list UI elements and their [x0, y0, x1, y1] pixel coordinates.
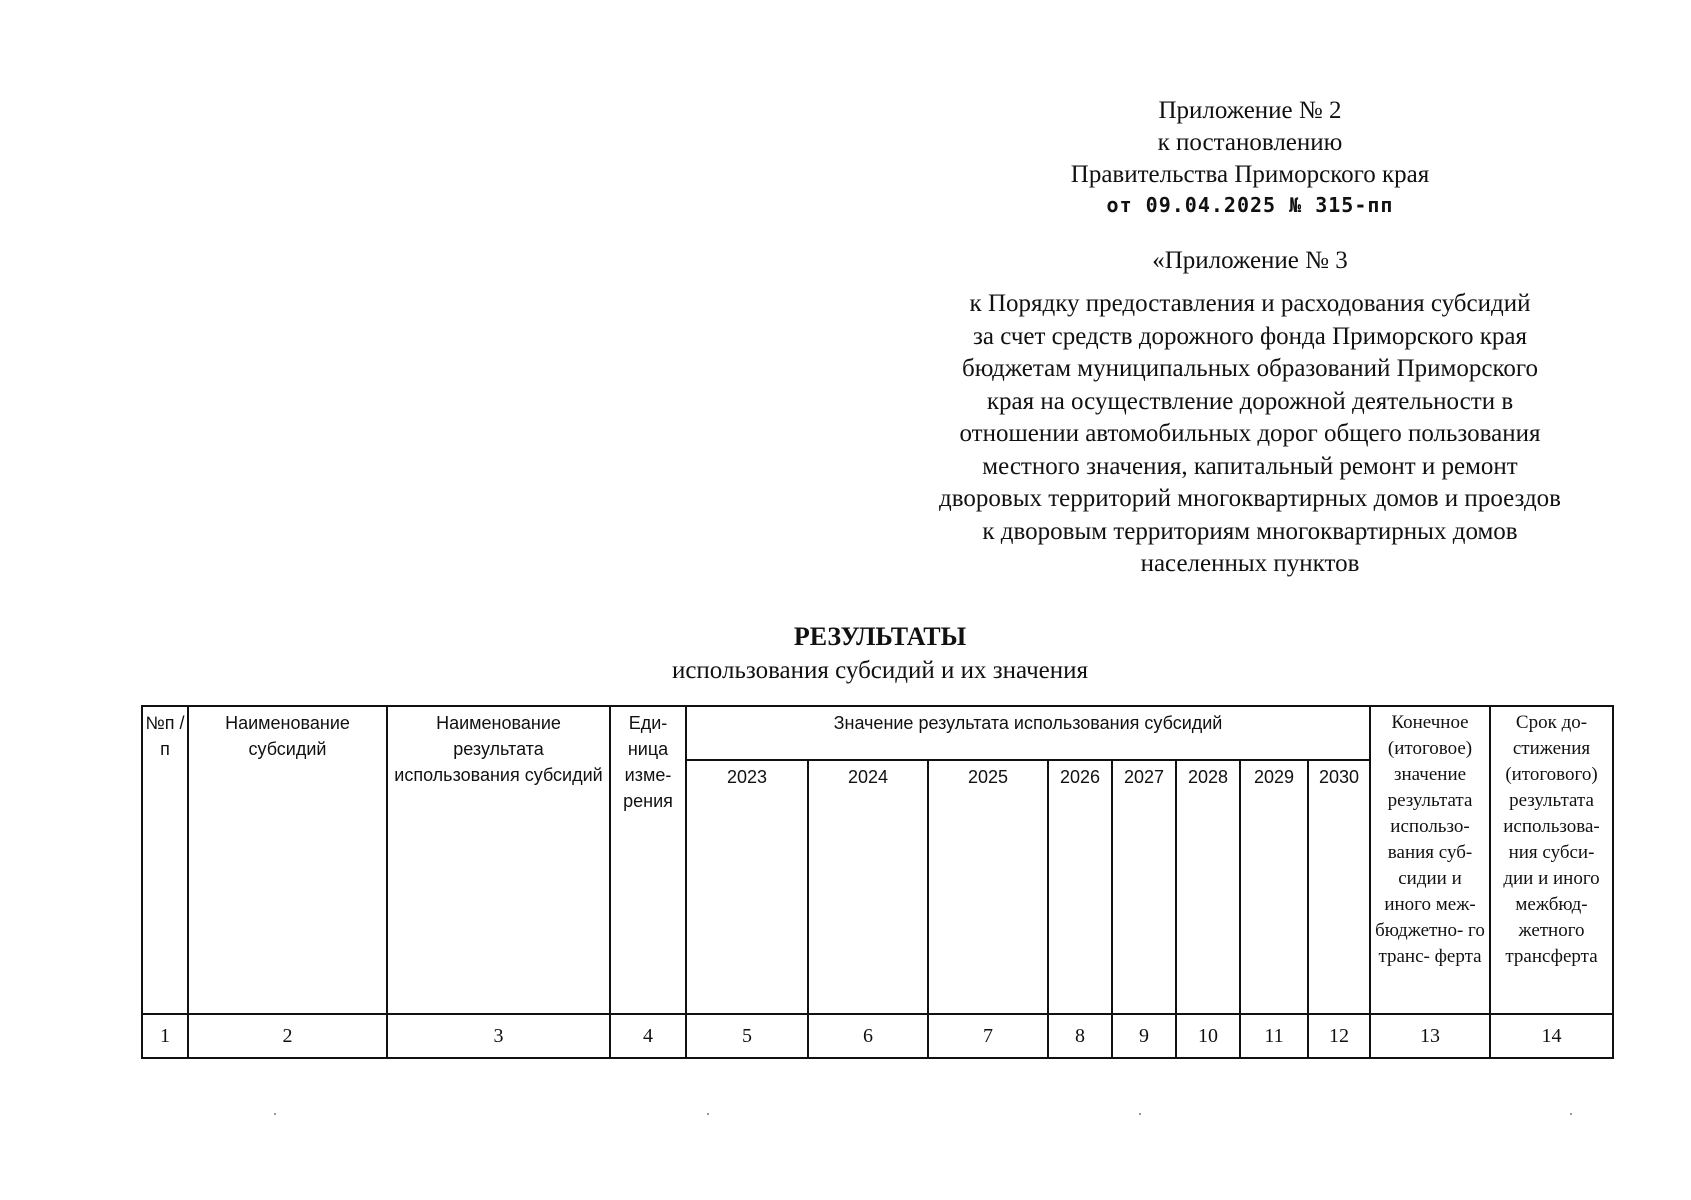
header-result-values-group: Значение результата использования субсидий	[686, 706, 1370, 760]
header-year-2027: 2027	[1112, 760, 1176, 1014]
column-number: 8	[1048, 1014, 1112, 1058]
document-subtitle: использования субсидий и их значения	[671, 657, 1089, 684]
header-year-2029: 2029	[1240, 760, 1308, 1014]
order-line: к дворовым территориям многоквартирных домов	[982, 517, 1518, 545]
document-title: РЕЗУЛЬТАТЫ	[793, 622, 967, 651]
column-number: 10	[1176, 1014, 1240, 1058]
column-number: 1	[142, 1014, 188, 1058]
header-year-2025: 2025	[928, 760, 1048, 1014]
header-year-2026: 2026	[1048, 760, 1112, 1014]
order-line: населенных пунктов	[1140, 550, 1360, 577]
column-number: 11	[1240, 1014, 1308, 1058]
order-line: местного значения, капитальный ремонт и ремонт	[982, 452, 1518, 480]
header-result-name: Наименование результата использования субсидий	[387, 706, 610, 1014]
scan-speck	[1570, 1113, 1572, 1115]
column-number: 6	[808, 1014, 928, 1058]
appendix-line-1: Приложение № 2	[1158, 97, 1342, 124]
order-line: дворовых территорий многоквартирных домов и проездов	[939, 485, 1561, 512]
appendix-header	[1000, 95, 1500, 219]
column-number: 2	[188, 1014, 387, 1058]
results-table	[141, 705, 1614, 1059]
order-description	[880, 288, 1620, 581]
header-row-number: №п /п	[142, 706, 188, 1014]
header-unit: Еди- ница изме- рения	[610, 706, 686, 1014]
order-line: бюджетам муниципальных образований Приморского	[962, 355, 1538, 382]
header-final-value: Конечное (итоговое) значение результата использо- вания суб- сидии и иного меж- бюджетно- го транс- ферта	[1370, 706, 1490, 1014]
scan-speck	[274, 1113, 276, 1115]
header-year-2028: 2028	[1176, 760, 1240, 1014]
column-number: 13	[1370, 1014, 1490, 1058]
header-subsidy-name: Наименование субсидий	[188, 706, 387, 1014]
column-number: 3	[387, 1014, 610, 1058]
header-year-2023: 2023	[686, 760, 808, 1014]
scan-speck	[1139, 1113, 1141, 1115]
quoted-appendix-title: «Приложение № 3	[1152, 247, 1348, 274]
header-year-2030: 2030	[1308, 760, 1370, 1014]
appendix-line-2: к постановлению	[1157, 129, 1343, 156]
column-number-row	[142, 1014, 1613, 1058]
header-year-2024: 2024	[808, 760, 928, 1014]
appendix-date-number: от 09.04.2025 № 315-пп	[1106, 193, 1394, 217]
column-number: 7	[928, 1014, 1048, 1058]
document-heading	[500, 620, 1260, 688]
order-line: края на осуществление дорожной деятельности в	[986, 387, 1514, 415]
order-line: за счет средств дорожного фонда Приморского края	[973, 322, 1527, 350]
column-number: 14	[1490, 1014, 1613, 1058]
order-line: к Порядку предоставления и расходования субсидий	[969, 290, 1531, 317]
scan-speck	[707, 1113, 709, 1115]
column-number: 12	[1308, 1014, 1370, 1058]
column-number: 9	[1112, 1014, 1176, 1058]
order-line: отношении автомобильных дорог общего пользования	[959, 420, 1541, 447]
column-number: 4	[610, 1014, 686, 1058]
column-number: 5	[686, 1014, 808, 1058]
appendix-line-3: Правительства Приморского края	[1070, 161, 1430, 188]
header-achievement-deadline: Срок до- стижения (итогового) результата использова- ния субси- дии и иного межбюд- жетного трансферта	[1490, 706, 1613, 1014]
